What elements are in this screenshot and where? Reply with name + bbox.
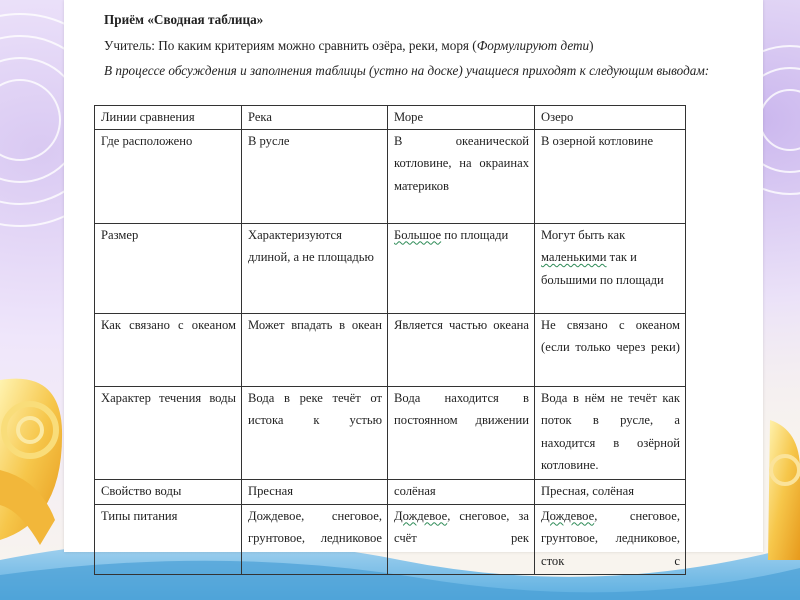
spellcheck-underlined-word: маленькими: [541, 250, 607, 265]
cell-lake: Вода в нём не течёт как поток в русле, а находится в озёрной котловине.: [535, 386, 686, 479]
table-row: [95, 313, 686, 386]
cell-sea: [388, 223, 535, 313]
teacher-question-tail: ): [589, 38, 594, 53]
table-row: [95, 386, 686, 479]
teacher-question: [104, 38, 594, 54]
spellcheck-underlined-word: Дождевое: [394, 508, 448, 523]
comparison-table: [94, 105, 686, 575]
cell-river: В русле: [242, 129, 388, 223]
cell-river: Вода в реке течёт от истока к устью: [242, 386, 388, 479]
table-row: [95, 223, 686, 313]
page-heading: Приём «Сводная таблица»: [104, 12, 264, 27]
cell-sea: Является частью океана: [388, 313, 535, 386]
table-row: [95, 129, 686, 223]
spellcheck-underlined-word: Большое: [394, 227, 442, 242]
cell-river: Характеризуются длиной, а не площадью: [242, 223, 388, 313]
cell-lake: Пресная, солёная: [535, 479, 686, 504]
cell-lake: В озерной котловине: [535, 129, 686, 223]
cell-lake-text-c: так и большими по площади: [541, 250, 664, 287]
table-row: [95, 479, 686, 504]
cell-river: Пресная: [242, 479, 388, 504]
cell-sea: [388, 504, 535, 574]
header-cell-criteria: Линии сравнения: [95, 106, 242, 130]
document-page: [64, 0, 763, 568]
teacher-question-lead: Учитель: По каким критериям можно сравнить озёра, реки, моря (: [104, 38, 477, 53]
table-header-row: [95, 106, 686, 130]
cell-sea: В океанической котловине, на окраинах материков: [388, 129, 535, 223]
intro-paragraph: В процессе обсуждения и заполнения таблицы (устно на доске) учащиеся приходят к следующим выводам:: [104, 63, 710, 78]
cell-criterion: Характер течения воды: [95, 386, 242, 479]
cell-lake-text-a: Могут быть как: [541, 227, 626, 242]
cell-criterion: Как связано с океаном: [95, 313, 242, 386]
cell-lake: [535, 504, 686, 574]
teacher-question-italic: Формулируют дети: [476, 38, 590, 53]
header-cell-lake: Озеро: [535, 106, 686, 130]
cell-lake-text: , снеговое, грунтовое, ледниковое, сток с: [541, 508, 680, 568]
table-row: [95, 504, 686, 574]
cell-criterion: Где расположено: [95, 129, 242, 223]
cell-river: Может впадать в океан: [242, 313, 388, 386]
cell-criterion: Размер: [95, 223, 242, 313]
cell-criterion: Свойство воды: [95, 479, 242, 504]
spellcheck-underlined-word: Дождевое: [541, 508, 595, 523]
cell-sea: Вода находится в постоянном движении: [388, 386, 535, 479]
cell-sea-text: , снеговое, за счёт рек: [394, 508, 529, 546]
cell-criterion: Типы питания: [95, 504, 242, 574]
cell-sea-text: по площади: [441, 227, 509, 242]
cell-lake: [535, 223, 686, 313]
cell-lake: Не связано с океаном (если только через реки): [535, 313, 686, 386]
cell-river: Дождевое, снеговое, грунтовое, ледниковое: [242, 504, 388, 574]
header-cell-sea: Море: [388, 106, 535, 130]
header-cell-river: Река: [242, 106, 388, 130]
cell-sea: солёная: [388, 479, 535, 504]
